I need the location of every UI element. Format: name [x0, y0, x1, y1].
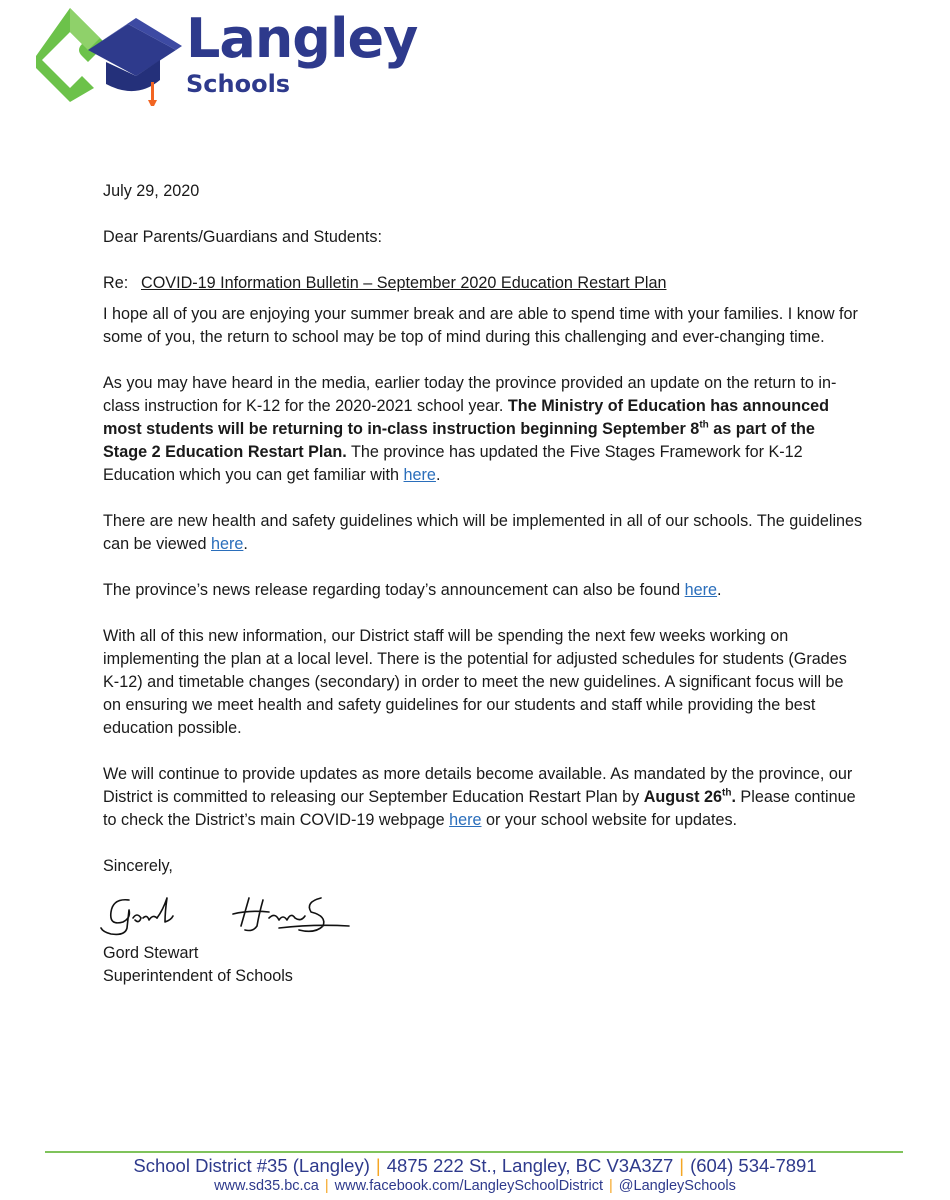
announcement-text: As you may have heard in the media, earlier today the province provided an update on the return to in-class instruction for K-12 for the 2020-2021 school year. — [103, 374, 837, 415]
paragraph-intro: I hope all of you are enjoying your summer break and are able to spend time with your families. I know for some of you, the return to school may be top of mind during this challenging and ever-changing time. — [103, 305, 858, 346]
re-subject: COVID-19 Information Bulletin – September 2020 Education Restart Plan — [141, 274, 667, 292]
closing: Sincerely, — [103, 857, 173, 875]
paragraph-news-release: The province’s news release regarding today’s announcement can also be found here. — [103, 581, 722, 599]
footer-website[interactable]: www.sd35.bc.ca — [214, 1178, 319, 1194]
announcement-text-2: The province has updated the Five Stages Framework for K-12 Education which you can get familiar with — [103, 443, 803, 484]
five-stages-link[interactable]: here — [403, 466, 436, 484]
deadline-bold: August 26th. — [643, 787, 736, 806]
paragraph-guidelines: There are new health and safety guidelines which will be implemented in all of our schools. The guidelines can be viewed here. — [103, 512, 863, 553]
guidelines-link[interactable]: here — [211, 535, 244, 553]
footer-twitter[interactable]: @LangleySchools — [618, 1178, 736, 1194]
letter-date: July 29, 2020 — [103, 182, 200, 200]
footer-contact: School District #35 (Langley) | 4875 222 St., Langley, BC V3A3Z7 | (604) 534-7891 — [133, 1155, 817, 1176]
letter-body — [103, 180, 863, 988]
announcement-bold: The Ministry of Education has announced most students will be returning to in-class instruction beginning September 8th as part of the Stage 2 Education Restart Plan. — [103, 397, 830, 461]
district-logo — [36, 6, 416, 106]
salutation: Dear Parents/Guardians and Students: — [103, 228, 382, 246]
logo-subtitle: Schools — [186, 70, 291, 98]
footer-links: www.sd35.bc.ca | www.facebook.com/LangleySchoolDistrict | @LangleySchools — [214, 1178, 736, 1194]
covid-webpage-link[interactable]: here — [449, 811, 482, 829]
langley-logo-mark-icon — [36, 6, 186, 106]
logo-wordmark: Langley — [186, 7, 418, 70]
news-release-link[interactable]: here — [684, 581, 718, 599]
footer-separator: | — [375, 1155, 381, 1176]
subject-line — [103, 272, 863, 295]
signer-name: Gord Stewart — [103, 944, 199, 962]
footer-divider — [45, 1151, 903, 1153]
re-label: Re: — [103, 274, 129, 292]
paragraph-updates: We will continue to provide updates as more details become available. As mandated by the province, our District is committed to releasing our September Education Restart Plan by August 26th. Please continue to check the District’s main COVID-19 webpage here or your school website for updates. — [103, 765, 856, 829]
footer-phone: (604) 534-7891 — [690, 1155, 817, 1176]
signer-title: Superintendent of Schools — [103, 967, 293, 985]
signature-image — [99, 892, 359, 942]
footer-facebook[interactable]: www.facebook.com/LangleySchoolDistrict — [334, 1178, 604, 1194]
footer-address: 4875 222 St., Langley, BC V3A3Z7 — [386, 1155, 674, 1176]
paragraph-announcement: As you may have heard in the media, earlier today the province provided an update on the return to in-class instruction for K-12 for the 2020-2021 school year. The Ministry of Education has announced most students will be returning to in-class instruction beginning September 8th as part of the Stage 2 Education Restart Plan. The province has updated the Five Stages Framework for K-12 Education which you can get familiar with here. — [103, 374, 837, 484]
paragraph-district-plan: With all of this new information, our District staff will be spending the next few weeks working on implementing the plan at a local level. There is the potential for adjusted schedules for students (Grades K-12) and timetable changes (secondary) in order to meet the new guidelines. A significant focus will be on ensuring we meet health and safety guidelines for our students and staff while providing the best education possible. — [103, 627, 847, 737]
footer-district: School District #35 (Langley) — [133, 1155, 370, 1176]
